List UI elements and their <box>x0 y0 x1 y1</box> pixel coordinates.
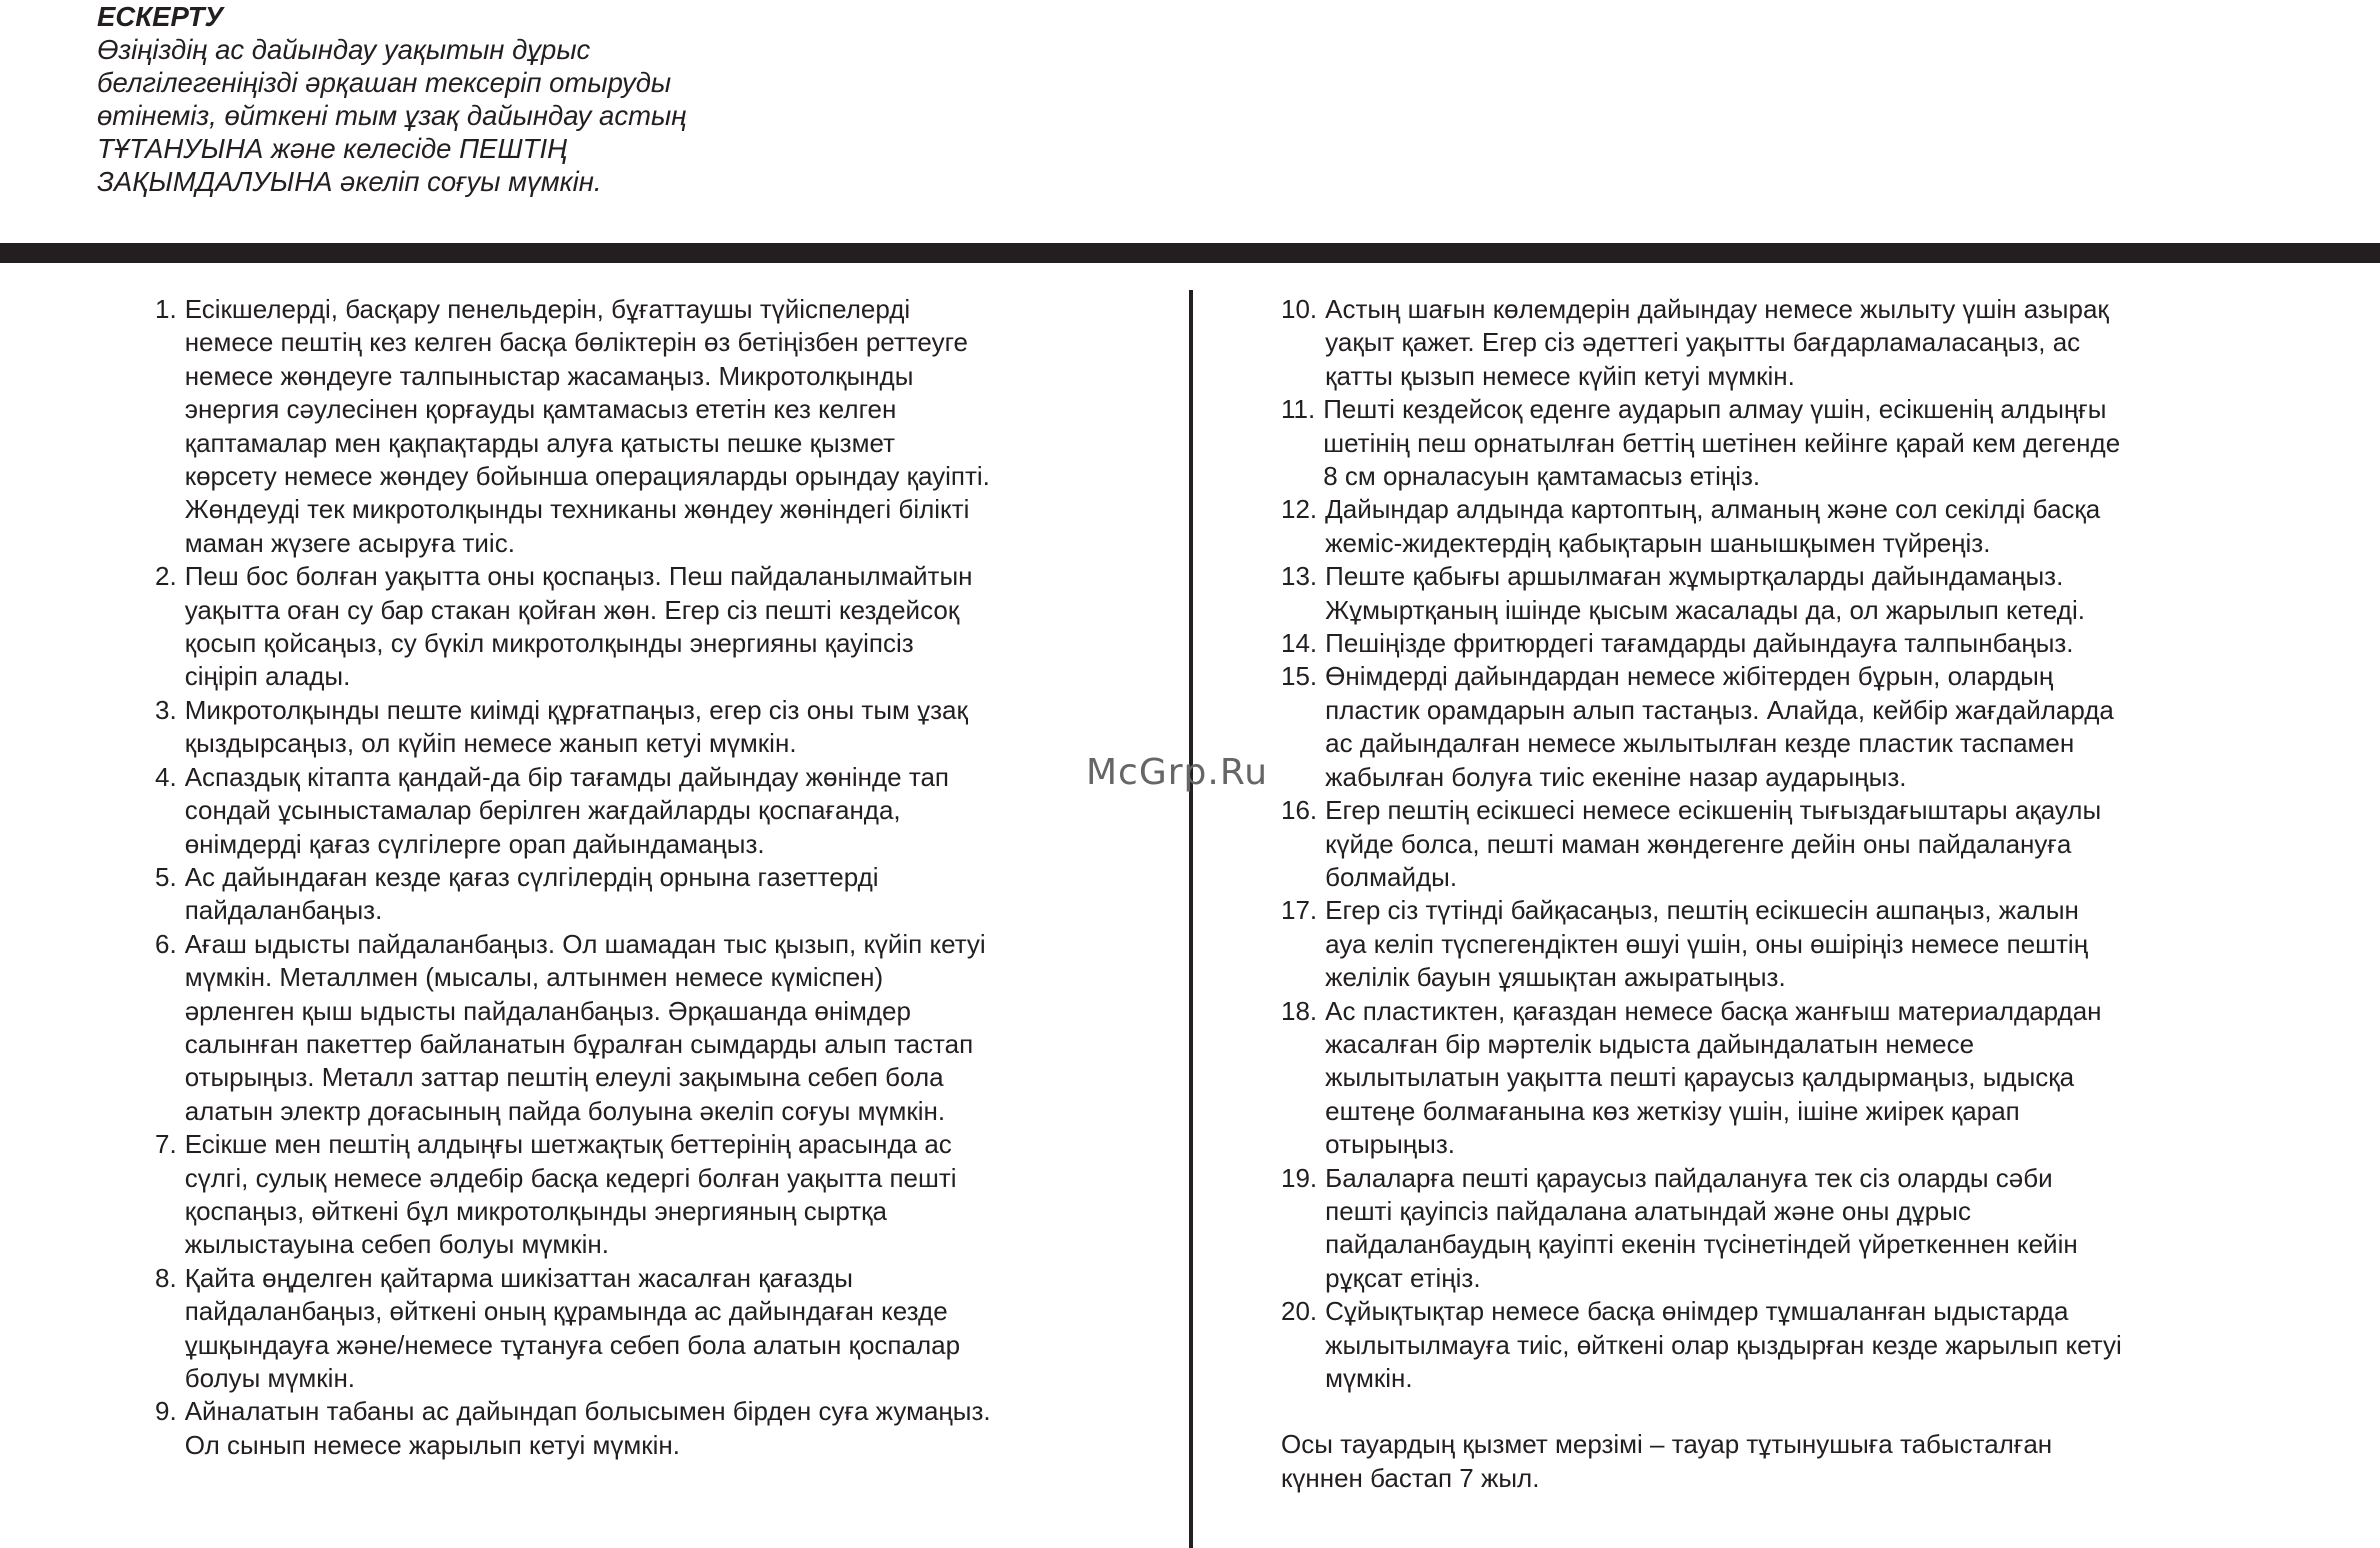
list-item <box>1281 560 2321 627</box>
item-line: уақыт қажет. Егер сіз әдеттегі уақытты бағдарламаласаңыз, ас <box>1325 327 2081 358</box>
list-item <box>1281 1162 2321 1296</box>
item-line: пластик орамдарын алып тастаңыз. Алайда, кейбір жағдайларда <box>1325 694 2114 725</box>
item-text <box>1325 560 2321 627</box>
list-item <box>1281 293 2321 393</box>
item-line: қаптамалар мен қақпақтарды алуға қатысты пешке қызмет <box>184 427 895 458</box>
item-text <box>185 694 1155 761</box>
item-line: маман жүзеге асыруға тиіс. <box>184 527 515 558</box>
item-line: Микротолқынды пеште киімді құрғатпаңыз, егер сіз оны тым ұзақ <box>184 694 968 725</box>
list-item <box>1281 627 2321 660</box>
item-line: немесе пештің кез келген басқа бөліктерін өз бетіңізбен реттеуге <box>184 327 968 358</box>
item-line: Аспаздық кітапта қандай-да бір тағамды дайындау жөнінде тап <box>184 761 949 792</box>
item-line: сондай ұсыныстамалар берілген жағдайларды қоспағанда, <box>184 795 901 826</box>
item-line: Есікшелерді, басқару пенельдерін, бұғаттаушы түйіспелерді <box>184 294 911 324</box>
item-line: Дайындар алдында картоптың, алманың және сол секілді басқа <box>1325 494 2101 525</box>
warning-line: Өзіңіздің ас дайындау уақытын дұрыс <box>97 34 591 65</box>
item-number: 8. <box>155 1262 177 1293</box>
list-item <box>155 293 1155 560</box>
item-text <box>1323 393 2321 493</box>
item-line: жылыстауына себеп болуы мүмкін. <box>184 1229 610 1260</box>
item-line: Ағаш ыдысты пайдаланбаңыз. Ол шамадан тыс қызып, күйіп кетуі <box>184 928 986 959</box>
list-item <box>155 928 1155 1128</box>
item-line: сіңіріп алады. <box>184 661 351 692</box>
item-text <box>1325 1295 2321 1395</box>
item-number: 19. <box>1281 1162 1318 1193</box>
item-line: Ас дайындаған кезде қағаз сүлгілердің орнына газеттерді <box>184 861 879 892</box>
service-life-note <box>1281 1428 2321 1495</box>
item-line: Ас пластиктен, қағаздан немесе басқа жанғыш материалдардан <box>1325 995 2102 1026</box>
item-line: отырыңыз. <box>1325 1129 1455 1160</box>
item-line: әрленген қыш ыдысты пайдаланбаңыз. Әрқашанда өнімдер <box>184 995 911 1026</box>
item-number: 6. <box>155 928 177 959</box>
item-number: 15. <box>1281 661 1318 692</box>
item-line: қоспаңыз, өйткені бұл микротолқынды энергияның сыртқа <box>184 1195 888 1226</box>
item-line: жеміс-жидектердің қабықтарын шанышқымен түйреңіз. <box>1325 527 1991 558</box>
list-item <box>1281 493 2321 560</box>
list-item <box>155 560 1155 694</box>
item-line: мүмкін. <box>1325 1363 1413 1393</box>
item-text <box>185 293 1155 560</box>
item-text <box>1325 894 2321 994</box>
watermark: McGrp.Ru <box>1086 752 1269 793</box>
item-line: Ол сынып немесе жарылып кетуі мүмкін. <box>184 1429 680 1460</box>
item-line: пешті қауіпсіз пайдалана алатындай және оны дұрыс <box>1325 1195 1971 1226</box>
column-divider <box>1189 290 1193 1548</box>
item-number: 18. <box>1281 995 1318 1026</box>
warning-line: ТҰТАНУЫНА және келесіде ПЕШТІҢ <box>97 133 567 164</box>
item-line: пайдаланбаңыз, өйткені оның құрамында ас дайындаған кезде <box>184 1296 948 1327</box>
item-number: 16. <box>1281 795 1318 826</box>
item-line: қосып қойсаңыз, су бүкіл микротолқынды энергияны қауіпсіз <box>184 628 914 659</box>
item-line: рұқсат етіңіз. <box>1325 1262 1481 1293</box>
item-line: желілік бауын ұяшықтан ажыратыңыз. <box>1325 962 1786 993</box>
item-number: 20. <box>1281 1296 1318 1327</box>
list-item <box>155 1395 1155 1462</box>
item-text <box>1325 493 2321 560</box>
item-number: 11. <box>1281 394 1316 425</box>
item-line: жылытылмауға тиіс, өйткені олар қыздырған кезде жарылып кетуі <box>1325 1329 2122 1360</box>
left-column <box>155 293 1155 1462</box>
item-line: қатты қызып немесе күйіп кетуі мүмкін. <box>1325 360 1795 391</box>
item-text <box>185 761 1155 861</box>
item-number: 9. <box>155 1396 177 1427</box>
list-item <box>155 694 1155 761</box>
item-line: уақытта оған су бар стакан қойған жөн. Егер сіз пешті кездейсоқ <box>184 594 960 625</box>
item-line: Пешті кездейсоқ еденге аударып алмау үшін, есікшенің алдыңғы <box>1323 394 2107 425</box>
item-line: ештеңе болмағанына көз жеткізу үшін, ішіне жиірек қарап <box>1325 1095 2020 1126</box>
item-text <box>1325 794 2321 894</box>
item-line: болмайды. <box>1325 861 1458 892</box>
item-line: күйде болса, пешті маман жөндегенге дейін оны пайдалануға <box>1325 828 2072 859</box>
list-item <box>1281 894 2321 994</box>
item-number: 10. <box>1281 294 1318 324</box>
item-line: ауа келіп түспегендіктен өшуі үшін, оны өшіріңіз немесе пештің <box>1325 928 2089 959</box>
item-line: Жөндеуді тек микротолқынды техниканы жөндеу жөніндегі білікті <box>184 494 970 525</box>
footer-line: күннен бастап 7 жыл. <box>1281 1462 1540 1493</box>
list-item <box>155 761 1155 861</box>
item-line: Жұмыртқаның ішінде қысым жасалады да, ол жарылып кетеді. <box>1325 594 2085 625</box>
item-text <box>1325 1162 2321 1296</box>
item-number: 7. <box>155 1129 177 1160</box>
item-line: Егер пештің есікшесі немесе есікшенің тығыздағыштары ақаулы <box>1325 795 2102 826</box>
list-item <box>155 1262 1155 1396</box>
item-number: 17. <box>1281 895 1318 926</box>
item-number: 2. <box>155 561 177 592</box>
item-line: 8 см орналасуын қамтамасыз етіңіз. <box>1323 461 1761 492</box>
item-line: Айналатын табаны ас дайындап болысымен бірден суға жумаңыз. <box>184 1396 991 1427</box>
list-item <box>1281 995 2321 1162</box>
item-line: Пеште қабығы аршылмаған жұмыртқаларды дайындамаңыз. <box>1325 561 2064 592</box>
item-text <box>1325 660 2321 794</box>
warning-title: ЕСКЕРТУ <box>97 1 224 32</box>
header-rule <box>0 243 2380 263</box>
item-number: 14. <box>1281 628 1318 659</box>
footer-line: Осы тауардың қызмет мерзімі – тауар тұтынушыға табысталған <box>1281 1429 2053 1460</box>
right-column <box>1281 293 2321 1495</box>
item-number: 5. <box>155 861 177 892</box>
right-items <box>1281 293 2321 1395</box>
list-item <box>1281 393 2321 493</box>
item-number: 12. <box>1281 494 1318 525</box>
item-line: немесе жөндеуге талпыныстар жасамаңыз. Микротолқынды <box>184 360 914 391</box>
item-line: отырыңыз. Металл заттар пештің елеулі зақымына себеп бола <box>184 1062 944 1093</box>
item-text <box>185 1128 1155 1262</box>
item-line: Пешіңізде фритюрдегі тағамдарды дайындауға талпынбаңыз. <box>1325 628 2074 659</box>
item-line: Өнімдерді дайындардан немесе жібітерден бұрын, олардың <box>1325 661 2054 692</box>
item-line: Пеш бос болған уақытта оны қоспаңыз. Пеш пайдаланылмайтын <box>184 561 973 592</box>
item-line: пайдаланбаудың қауіпті екенін түсінетіндей үйреткеннен кейін <box>1325 1229 2078 1260</box>
item-text <box>185 1262 1155 1396</box>
item-line: көрсету немесе жөндеу бойынша операцияларды орындау қауіпті. <box>184 461 990 492</box>
item-line: алатын электр доғасының пайда болуына әкеліп соғуы мүмкін. <box>184 1095 946 1126</box>
item-line: Сұйықтықтар немесе басқа өнімдер тұмшаланған ыдыстарда <box>1325 1296 2069 1327</box>
item-number: 3. <box>155 694 177 725</box>
list-item <box>1281 794 2321 894</box>
warning-line: белгілегеніңізді әрқашан тексеріп отыруды <box>97 67 672 98</box>
item-line: өнімдерді қағаз сүлгілерге орап дайындамаңыз. <box>184 828 765 859</box>
item-text <box>1325 627 2321 660</box>
list-item <box>155 1128 1155 1262</box>
item-line: ұшқындауға және/немесе тұтануға себеп бола алатын қоспалар <box>184 1329 961 1360</box>
item-line: Балаларға пешті қараусыз пайдалануға тек сіз оларды сәби <box>1325 1162 2053 1193</box>
item-line: сүлгі, сулық немесе әлдебір басқа кедергі болған уақытта пешті <box>184 1162 957 1193</box>
item-line: шетінің пеш орнатылған беттің шетінен кейінге қарай кем дегенде <box>1323 427 2121 458</box>
item-number: 13. <box>1281 561 1318 592</box>
list-item <box>1281 1295 2321 1395</box>
item-number: 4. <box>155 761 177 792</box>
item-line: қыздырсаңыз, ол күйіп немесе жанып кетуі мүмкін. <box>184 728 797 759</box>
item-line: Қайта өңделген қайтарма шикізаттан жасалған қағазды <box>184 1262 853 1293</box>
item-line: жылытылатын уақытта пешті қараусыз қалдырмаңыз, ыдысқа <box>1325 1062 2075 1093</box>
item-text <box>185 560 1155 694</box>
item-line: Астың шағын көлемдерін дайындау немесе жылыту үшін азырақ <box>1325 294 2109 324</box>
item-line: жасалған бір мәртелік ыдыста дайындалатын немесе <box>1325 1028 1975 1059</box>
list-item <box>1281 660 2321 794</box>
list-item <box>155 861 1155 928</box>
item-text <box>1325 995 2321 1162</box>
item-number: 1. <box>155 294 177 324</box>
warning-line: ЗАҚЫМДАЛУЫНА әкеліп соғуы мүмкін. <box>97 166 602 197</box>
item-text <box>185 861 1155 928</box>
item-line: жабылған болуға тиіс екеніне назар аударыңыз. <box>1325 761 1907 792</box>
warning-block <box>97 0 857 198</box>
item-text <box>1325 293 2321 393</box>
item-line: Есікше мен пештің алдыңғы шетжақтық беттерінің арасында ас <box>184 1129 952 1160</box>
item-line: пайдаланбаңыз. <box>184 895 383 926</box>
item-text <box>185 1395 1155 1462</box>
item-text <box>185 928 1155 1128</box>
item-line: салынған пакеттер байланатын бұралған сымдарды алып тастап <box>184 1028 974 1059</box>
item-line: энергия сәулесінен қорғауды қамтамасыз ететін кез келген <box>184 394 897 425</box>
warning-line: өтінеміз, өйткені тым ұзақ дайындау астың <box>97 100 687 131</box>
item-line: мүмкін. Металлмен (мысалы, алтынмен немесе күміспен) <box>184 962 884 993</box>
item-line: болуы мүмкін. <box>184 1363 356 1393</box>
item-line: ас дайындалған немесе жылытылған кезде пластик таспамен <box>1325 728 2075 759</box>
item-line: Егер сіз түтінді байқасаңыз, пештің есікшесін ашпаңыз, жалын <box>1325 895 2079 926</box>
